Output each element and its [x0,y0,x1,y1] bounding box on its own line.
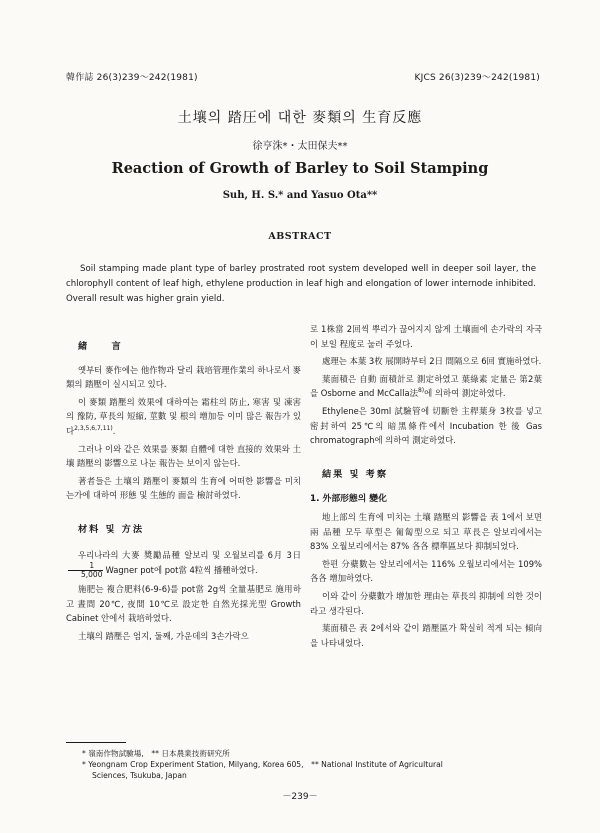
intro-paragraph-3: 그러나 이와 같은 效果를 麥類 自體에 대한 直接的 效果와 土壤 踏壓의 影響으로 나눈 報告는 보이지 않는다. [66,443,301,469]
footnotes [82,748,542,781]
footnote-affiliation-ko: * 嶺南作物試驗場, ** 日本農業技術研究所 [82,749,230,758]
intro-paragraph-2-text: 이 麥類 踏壓의 效果에 대하여는 霜柱의 防止, 寒害 및 凍害의 豫防, 草長의 短縮, 莖數 및 根의 增加등 이미 많은 報告가 있다 [66,396,301,436]
results-paragraph-1: 地上部의 生育에 미치는 土壤 踏壓의 影響을 表 1에서 보면 兩 品種 모두 草型은 匍匐型으로 되고 草長은 알보리에서는 83% 오월보리에서는 87% 各各 標準區보다 抑制되었다. [310,511,542,552]
intro-paragraph-2-end: . [112,425,116,436]
section-heading-results: 結果 및 考察 [322,468,389,480]
methods-paragraph-1 [66,548,301,580]
methods-paragraph-5-b: 에 의하여 測定하였다. [424,388,506,399]
footnote-rule [66,742,126,743]
methods-paragraph-5-a: 葉面積은 自動 面積計로 測定하였고 葉綠素 定量은 第2葉을 Osborne and McCalla法 [310,373,542,399]
methods-paragraph-3: 土壤의 踏壓은 엄지, 둘째, 가운데의 3손가락으 [78,630,249,641]
methods-paragraph-6: Ethylene은 30ml 試驗管에 切斷한 主稈葉身 3枚를 넣고 密封하여 25℃의 暗黑條件에서 Incubation 한 後 Gas chromatograph에 의하여 測定하였다. [310,405,542,446]
title-korean: 土壤의 踏圧에 대한 麥類의 生育反應 [177,110,423,126]
authors-english: Suh, H. S.* and Yasuo Ota** [222,190,378,201]
title-english: Reaction of Growth of Barley to Soil Stamping [111,160,489,177]
methods-paragraph-5 [310,372,542,401]
results-paragraph-3: 이와 같이 分蘗數가 增加한 理由는 草長의 抑制에 의한 것이라고 생각된다. [310,590,542,616]
abstract-heading: ABSTRACT [268,231,332,242]
abstract-text: Soil stamping made plant type of barley prostrated root system developed well in deeper soil layer, the chlorophyll content of leaf high, ethylene production in leaf high and elongation of lower internode inhibited. Overall result was higher grain yield. [66,264,536,304]
methods-paragraph-5-ref: 8) [417,387,425,395]
section-heading-methods: 材料 및 方法 [78,523,145,535]
page-number: －239－ [282,792,318,802]
results-paragraph-2: 한편 分蘗數는 알보리에서는 116% 오월보리에서는 109% 各各 增加하였다. [310,558,542,584]
footnote-affiliation-en: * Yeongnam Crop Experiment Station, Milyang, Korea 605, ** National Institute of Agricultural [82,760,443,769]
methods-paragraph-1-b: Wagner pot에 pot當 4粒씩 播種하였다. [105,565,258,576]
intro-paragraph-4: 著者들은 土壤의 踏壓이 麥類의 生育에 어떠한 影響을 미치는가에 대하여 形態 및 生態的 面을 檢討하였다. [66,475,301,501]
fraction-numerator: 1 [68,562,103,571]
left-column [66,322,301,647]
methods-paragraph-4: 處理는 本葉 3枚 展開時부터 2日 間隔으로 6回 實施하였다. [322,356,542,367]
footnote-affiliation-en-cont: Sciences, Tsukuba, Japan [92,771,187,780]
intro-paragraph-2 [66,395,301,439]
pot-size-fraction [68,562,103,579]
section-heading-introduction: 緒 言 [78,341,123,352]
intro-paragraph-1: 옛부터 麥作에는 他作物과 달리 栽培管理作業의 하나로서 麥類의 踏壓이 실시되고 있다. [66,364,301,390]
journal-citation-ko: 韓作誌 26(3)239～242(1981) [66,73,198,83]
intro-paragraph-2-ref: 2,3,5,6,7,11) [74,425,113,433]
methods-paragraph-2: 施肥는 複合肥料(6-9-6)를 pot當 2g씩 全量基肥로 施用하고 晝間 20℃, 夜間 10℃로 設定한 自然光採光型 Growth Cabinet 안에서 栽培하였다. [66,584,301,624]
methods-paragraph-1-a: 우리나라의 大麥 奬勵品種 알보리 및 오월보리를 6月 3日 [78,549,301,560]
right-column [310,322,542,653]
results-paragraph-4: 葉面積은 表 2에서와 같이 踏壓區가 확실히 적게 되는 傾向을 나타내었다. [310,623,542,648]
fraction-denominator: 5,000 [81,570,103,580]
subsection-heading-morphology: 1. 外部形態의 變化 [310,494,387,505]
methods-paragraph-3-continued: 로 1株當 2回씩 뿌리가 끊어지지 않게 土壤面에 손가락의 자국이 보일 程度로 눌러 주었다. [310,324,542,349]
journal-citation-en: KJCS 26(3)239～242(1981) [414,73,540,83]
authors-korean: 徐亨洙*・太田保夫** [252,141,348,152]
